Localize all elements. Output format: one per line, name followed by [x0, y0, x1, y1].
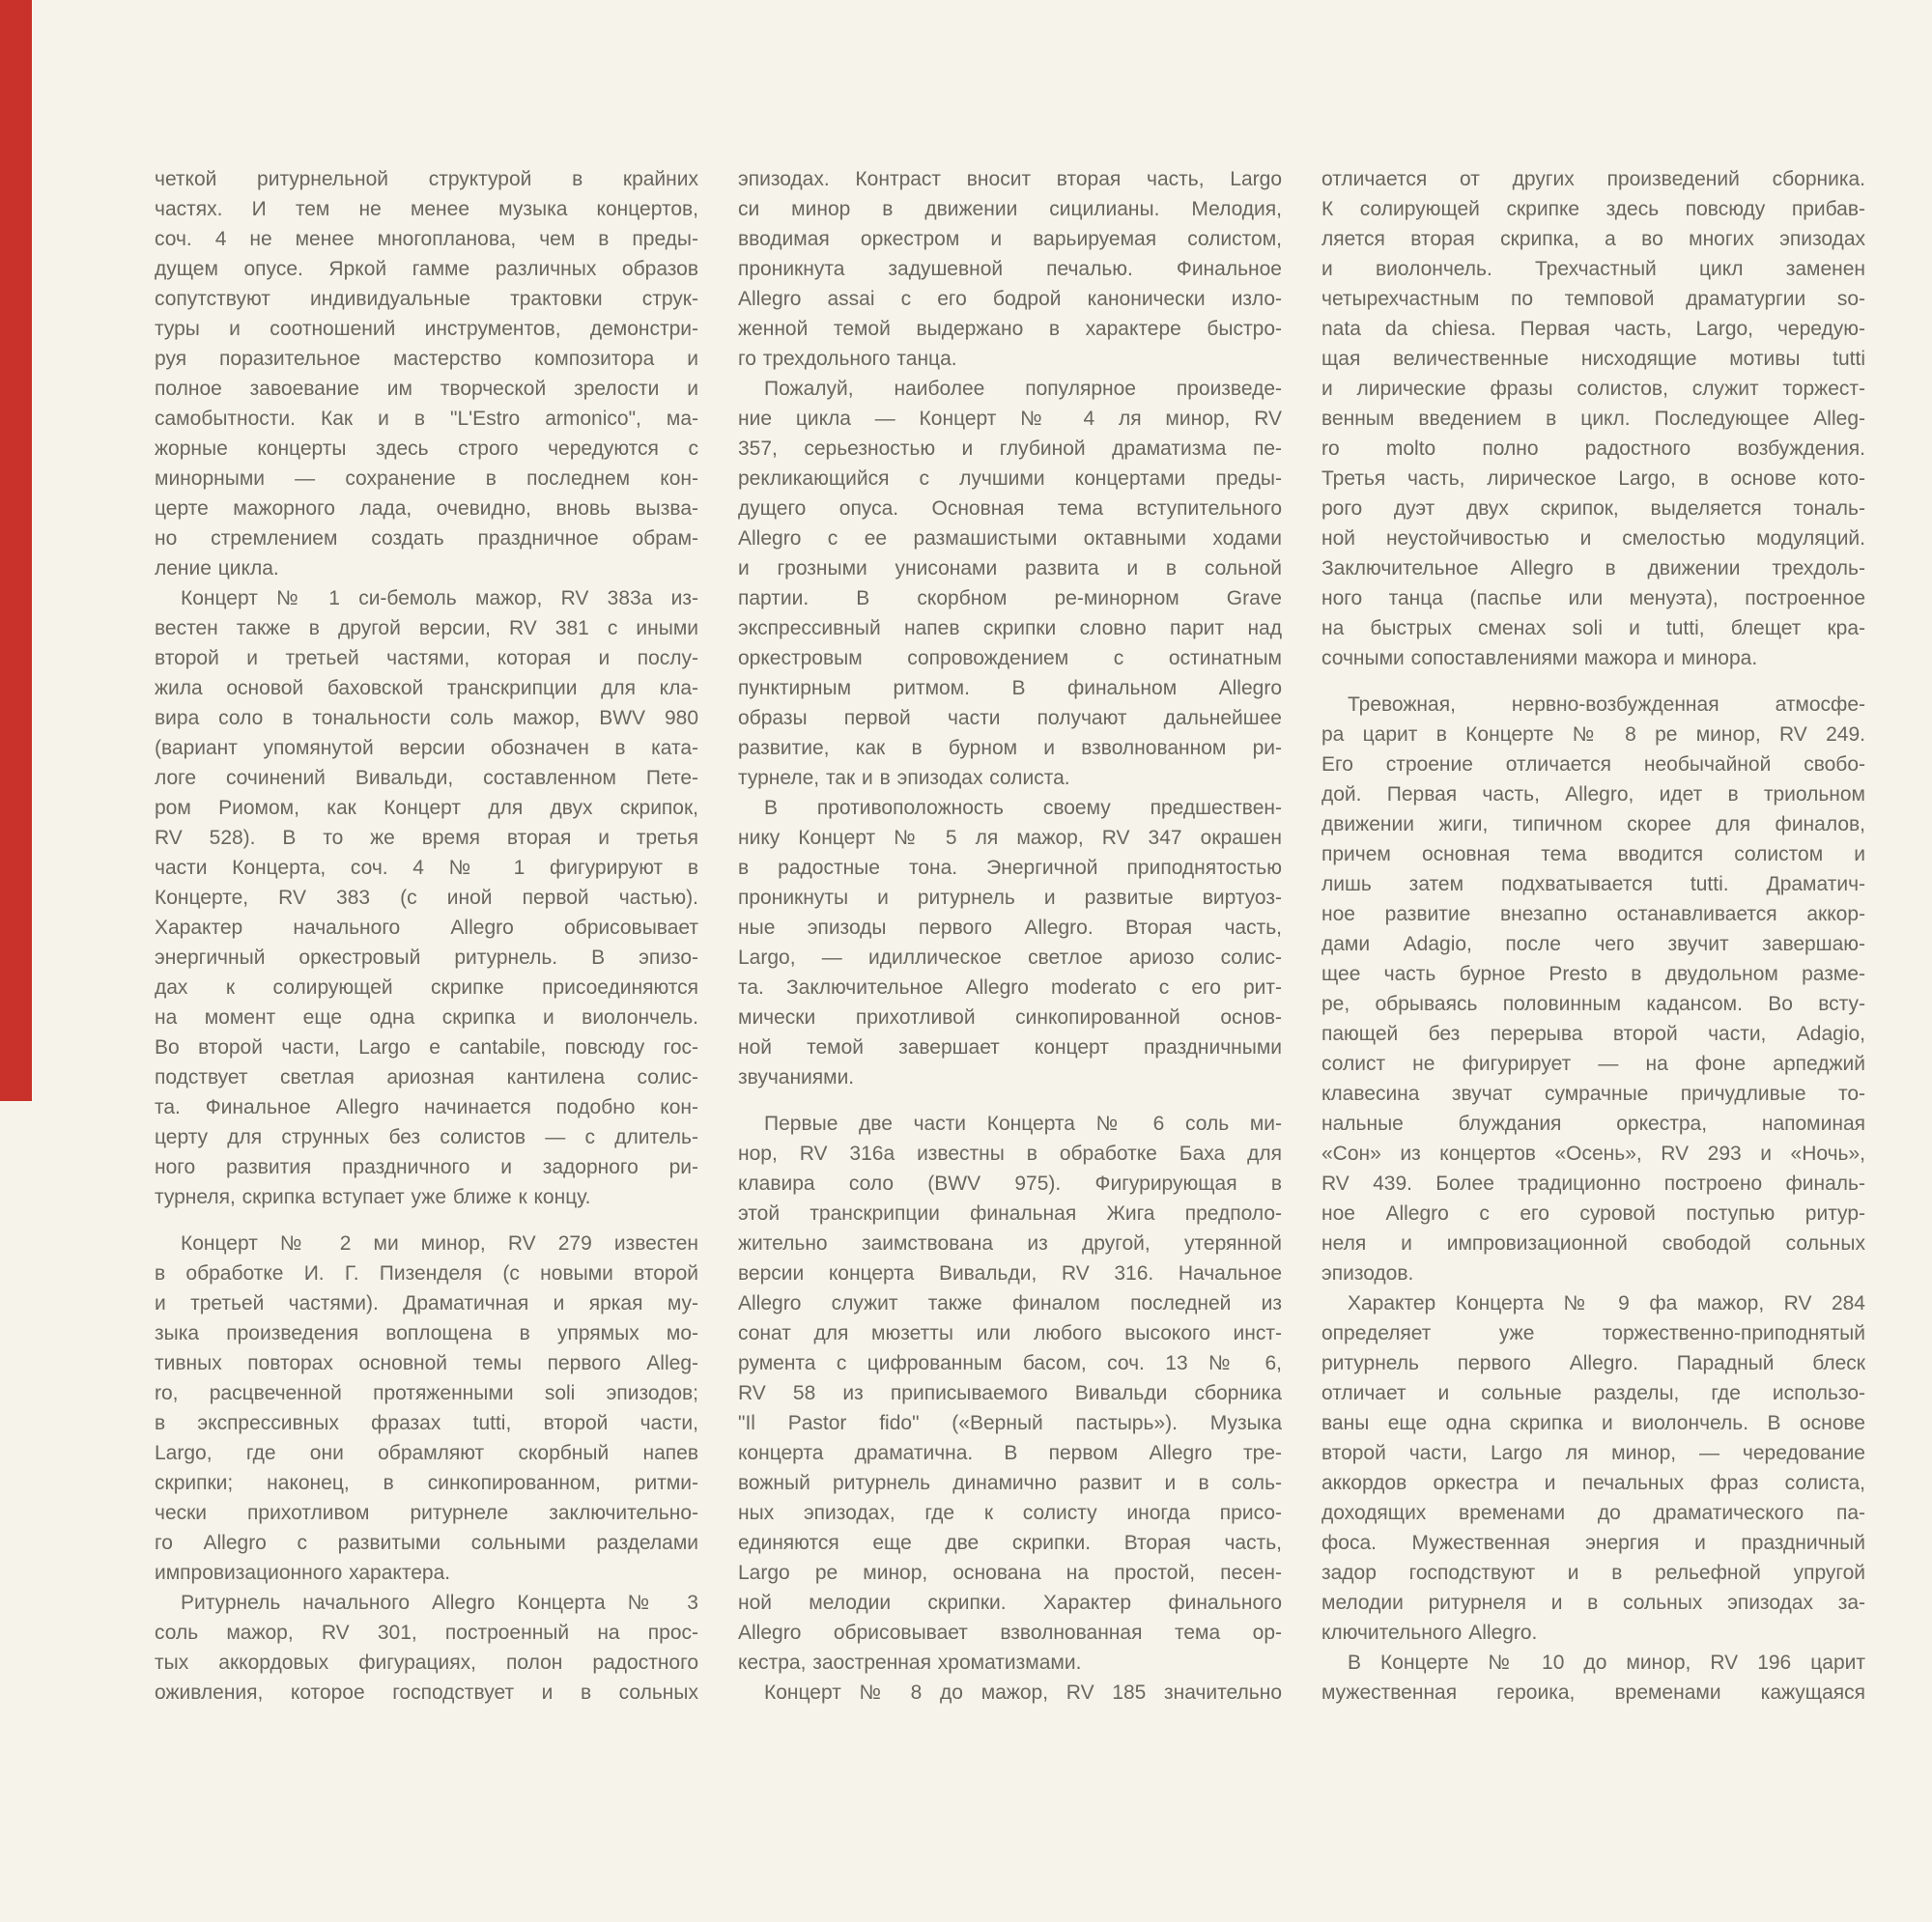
text-line: Характер начального Allegro обрисовывает	[155, 917, 698, 939]
text-line: руя поразительное мастерство композитора и	[155, 348, 698, 370]
text-line: ром Риомом, как Концерт для двух скрипок,	[155, 797, 698, 819]
text-line: "Il Pastor fido" («Верный пастырь»). Музыка	[738, 1412, 1282, 1434]
text-line: ных эпизодах, где к солисту иногда присо-	[738, 1502, 1282, 1524]
text-line: и третьей частями). Драматичная и яркая му-	[155, 1292, 698, 1314]
text-line: на быстрых сменах soli и tutti, блещет кра-	[1321, 617, 1865, 639]
text-line: дах к солирующей скрипке присоединяются	[155, 976, 698, 999]
text-line: клавира соло (BWV 975). Фигурирующая в	[738, 1173, 1282, 1195]
text-line: соч. 4 не менее многопланова, чем в преды-	[155, 228, 698, 250]
text-line: пающей без перерыва второй части, Adagio,	[1321, 1023, 1865, 1045]
text-line: нику Концерт № 5 ля мажор, RV 347 окрашен	[738, 827, 1282, 849]
text-line: щая величественные нисходящие мотивы tutti	[1321, 348, 1865, 370]
text-line: сопутствуют индивидуальные трактовки струк-	[155, 288, 698, 310]
paragraph	[738, 1678, 1282, 1708]
text-line: Largo ре минор, основана на простой, песен-	[738, 1562, 1282, 1584]
text-line: ритурнель первого Allegro. Парадный блеск	[1321, 1352, 1865, 1374]
text-line: ного развития праздничного и задорного ри-	[155, 1156, 698, 1178]
text-line: ляется вторая скрипка, а во многих эпизодах	[1321, 228, 1865, 250]
paragraph	[738, 1109, 1282, 1678]
text-line: жила основой баховской транскрипции для кла-	[155, 677, 698, 699]
text-column-1	[155, 164, 698, 1708]
text-line: RV 439. Более традиционно построено финаль-	[1321, 1173, 1865, 1195]
text-line: ной неустойчивостью и смелостью модуляций.	[1321, 527, 1865, 550]
text-line: щее часть бурное Presto в двудольном разме-	[1321, 963, 1865, 985]
paragraph	[155, 1229, 698, 1588]
text-line: кестра, заостренная хроматизмами.	[738, 1652, 1082, 1674]
text-line: звучаниями.	[738, 1066, 855, 1088]
text-line: ключительного Allegro.	[1321, 1622, 1538, 1644]
text-columns	[155, 164, 1865, 1708]
text-line: дами Adagio, после чего звучит завершаю-	[1321, 933, 1865, 955]
text-line: Концерте, RV 383 (с иной первой частью).	[155, 887, 698, 909]
text-line: энергичный оркестровый ритурнель. В эпизо-	[155, 947, 698, 969]
text-line: турнеля, скрипка вступает уже ближе к концу.	[155, 1186, 591, 1208]
text-line: ра царит в Концерте № 8 ре минор, RV 249.	[1321, 723, 1865, 746]
text-line: импровизационного характера.	[155, 1562, 451, 1584]
text-line: жорные концерты здесь строго чередуются с	[155, 438, 698, 460]
text-line: четырехчастным по темповой драматургии so-	[1321, 288, 1865, 310]
red-spine-stripe	[0, 0, 32, 1101]
text-line: проникнута задушевной печалью. Финальное	[738, 258, 1282, 280]
text-line: ной темой завершает концерт праздничными	[738, 1036, 1282, 1059]
text-line: солист не фигурирует — на фоне арпеджий	[1321, 1053, 1865, 1075]
text-line: ro, расцвеченной протяженными soli эпизодов;	[155, 1382, 698, 1404]
text-column-3	[1321, 164, 1865, 1708]
text-line: ного танца (паспье или менуэта), построенное	[1321, 587, 1865, 609]
text-line: дущего опуса. Основная тема вступительного	[738, 497, 1282, 520]
text-line: nata da chiesa. Первая часть, Largo, чередую-	[1321, 318, 1865, 340]
text-line: ление цикла.	[155, 557, 279, 579]
paragraph	[1321, 164, 1865, 673]
paragraph	[1321, 690, 1865, 1288]
text-line: Пожалуй, наиболее популярное произведе-	[764, 378, 1282, 400]
text-line: части Концерта, соч. 4 № 1 фигурируют в	[155, 857, 698, 879]
text-line: подствует светлая ариозная кантилена солис-	[155, 1066, 698, 1088]
text-line: клавесина звучат сумрачные причудливые то-	[1321, 1083, 1865, 1105]
text-line: эпизодов.	[1321, 1262, 1414, 1285]
text-line: RV 58 из приписываемого Вивальди сборника	[738, 1382, 1282, 1404]
text-line: мически прихотливой синкопированной основ-	[738, 1006, 1282, 1029]
text-line: второй и третьей частями, которая и послу-	[155, 647, 698, 669]
text-line: Largo, где они обрамляют скорбный напев	[155, 1442, 698, 1464]
text-line: церте мажорного лада, очевидно, вновь вызва-	[155, 497, 698, 520]
text-line: Largo, — идиллическое светлое ариозо солис-	[738, 947, 1282, 969]
text-line: мужественная героика, временами кажущаяся	[1321, 1682, 1865, 1704]
paragraph	[155, 1588, 698, 1708]
text-line: вира соло в тональности соль мажор, BWV 980	[155, 707, 698, 729]
text-column-2	[738, 164, 1282, 1708]
text-line: второй части, Largo ля минор, — чередование	[1321, 1442, 1865, 1464]
text-line: в радостные тона. Энергичной приподнятостью	[738, 857, 1282, 879]
text-line: и виолончель. Трехчастный цикл заменен	[1321, 258, 1865, 280]
text-line: си минор в движении сицилианы. Мелодия,	[738, 198, 1282, 220]
text-line: движении жиги, типичном скорее для финалов,	[1321, 813, 1865, 835]
text-line: развитие, как в бурном и взволнованном ри-	[738, 737, 1282, 759]
text-line: Allegro assai с его бодрой канонически изло-	[738, 288, 1282, 310]
text-line: Allegro служит также финалом последней из	[738, 1292, 1282, 1314]
text-line: в обработке И. Г. Пизенделя (с новыми второй	[155, 1262, 698, 1285]
text-line: го Allegro с развитыми сольными разделами	[155, 1532, 698, 1554]
text-line: сочными сопоставлениями мажора и минора.	[1321, 647, 1758, 669]
text-line: в экспрессивных фразах tutti, второй части,	[155, 1412, 698, 1434]
text-line: 357, серьезностью и глубиной драматизма пе-	[738, 438, 1282, 460]
text-line: вводимая оркестром и варьируемая солистом,	[738, 228, 1282, 250]
text-line: рого дуэт двух скрипок, выделяется тональ-	[1321, 497, 1865, 520]
paragraph	[155, 583, 698, 1212]
text-line: Тревожная, нервно-возбужденная атмосфе-	[1348, 693, 1865, 716]
text-line: но стремлением создать праздничное обрам-	[155, 527, 698, 550]
text-line: сонат для мюзетты или любого высокого инст-	[738, 1322, 1282, 1344]
text-line: Заключительное Allegro в движении трехдоль-	[1321, 557, 1865, 579]
text-line: тивных повторах основной темы первого Alleg-	[155, 1352, 698, 1374]
text-line: Характер Концерта № 9 фа мажор, RV 284	[1348, 1292, 1865, 1314]
text-line: чески прихотливом ритурнеле заключительно-	[155, 1502, 698, 1524]
text-line: дущем опусе. Яркой гамме различных образов	[155, 258, 698, 280]
text-line: ние цикла — Концерт № 4 ля минор, RV	[738, 408, 1282, 430]
text-line: проникнуты и ритурнель и развитые виртуоз-	[738, 887, 1282, 909]
text-line: неля и импровизационной свободой сольных	[1321, 1232, 1865, 1255]
text-line: К солирующей скрипке здесь повсюду прибав-	[1321, 198, 1865, 220]
paragraph	[1321, 1288, 1865, 1648]
text-line: самобытности. Как и в "L'Estro armonico", ма-	[155, 408, 698, 430]
text-line: определяет уже торжественно-приподнятый	[1321, 1322, 1865, 1344]
text-line: единяются еще две скрипки. Вторая часть,	[738, 1532, 1282, 1554]
text-line: причем основная тема вводится солистом и	[1321, 843, 1865, 865]
text-line: четкой ритурнельной структурой в крайних	[155, 168, 698, 190]
text-line: версии концерта Вивальди, RV 316. Начальное	[738, 1262, 1282, 1285]
text-line: ное Allegro с его суровой поступью ритур-	[1321, 1202, 1865, 1225]
text-line: задор господствуют и в рельефной упругой	[1321, 1562, 1865, 1584]
text-line: Концерт № 8 до мажор, RV 185 значительно	[764, 1682, 1282, 1704]
text-line: Концерт № 2 ми минор, RV 279 известен	[181, 1232, 698, 1255]
text-line: венным введением в цикл. Последующее Alleg-	[1321, 408, 1865, 430]
text-line: на момент еще одна скрипка и виолончель.	[155, 1006, 698, 1029]
text-line: дой. Первая часть, Allegro, идет в триольном	[1321, 783, 1865, 806]
text-line: Его строение отличается необычайной свобо-	[1321, 753, 1865, 776]
text-line: эпизодах. Контраст вносит вторая часть, Largo	[738, 168, 1282, 190]
text-line: аккордов оркестра и печальных фраз солиста,	[1321, 1472, 1865, 1494]
text-line: полное завоевание им творческой зрелости и	[155, 378, 698, 400]
text-line: В противоположность своему предшествен-	[764, 797, 1282, 819]
text-line: Третья часть, лирическое Largo, в основе кото-	[1321, 467, 1865, 490]
text-line: минорными — сохранение в последнем кон-	[155, 467, 698, 490]
text-line: партии. В скорбном ре-минорном Grave	[738, 587, 1282, 609]
text-line: (вариант упомянутой версии обозначен в ката-	[155, 737, 698, 759]
text-line: и грозными унисонами развита и в сольной	[738, 557, 1282, 579]
text-line: и лирические фразы солистов, служит торжест-	[1321, 378, 1865, 400]
text-line: Allegro обрисовывает взволнованная тема ор-	[738, 1622, 1282, 1644]
text-line: Ритурнель начального Allegro Концерта № 3	[181, 1592, 698, 1614]
text-line: образы первой части получают дальнейшее	[738, 707, 1282, 729]
text-line: Первые две части Концерта № 6 соль ми-	[764, 1113, 1282, 1135]
text-line: Во второй части, Largo e cantabile, повсюду гос-	[155, 1036, 698, 1059]
text-line: фоса. Мужественная энергия и праздничный	[1321, 1532, 1865, 1554]
text-line: ре, обрываясь половинным кадансом. Во всту-	[1321, 993, 1865, 1015]
text-line: та. Финальное Allegro начинается подобно кон-	[155, 1096, 698, 1118]
text-line: «Сон» из концертов «Осень», RV 293 и «Ночь»,	[1321, 1143, 1865, 1165]
text-line: пунктирным ритмом. В финальном Allegro	[738, 677, 1282, 699]
text-line: го трехдольного танца.	[738, 348, 957, 370]
text-line: мелодии ритурнеля и в сольных эпизодах за-	[1321, 1592, 1865, 1614]
text-line: вожный ритурнель динамично развит и в соль-	[738, 1472, 1282, 1494]
text-line: ной мелодии скрипки. Характер финального	[738, 1592, 1282, 1614]
text-line: ное развитие внезапно останавливается аккор-	[1321, 903, 1865, 925]
text-line: отличается от других произведений сборника.	[1321, 168, 1865, 190]
paragraph	[155, 164, 698, 583]
text-line: туры и соотношений инструментов, демонстри-	[155, 318, 698, 340]
paragraph	[738, 374, 1282, 793]
text-line: Концерт № 1 си-бемоль мажор, RV 383a из-	[181, 587, 698, 609]
text-line: вестен также в другой версии, RV 381 с иными	[155, 617, 698, 639]
text-line: зыка произведения воплощена в упрямых мо-	[155, 1322, 698, 1344]
text-line: отличает и сольные разделы, где использо-	[1321, 1382, 1865, 1404]
text-line: оркестровым сопровождением с остинатным	[738, 647, 1282, 669]
paragraph	[738, 793, 1282, 1092]
text-line: этой транскрипции финальная Жига предполо-	[738, 1202, 1282, 1225]
text-line: логе сочинений Вивальди, составленном Пете-	[155, 767, 698, 789]
text-line: румента с цифрованным басом, соч. 13 № 6,	[738, 1352, 1282, 1374]
text-line: В Концерте № 10 до минор, RV 196 царит	[1348, 1652, 1865, 1674]
text-line: соль мажор, RV 301, построенный на прос-	[155, 1622, 698, 1644]
text-line: RV 528). В то же время вторая и третья	[155, 827, 698, 849]
text-line: Allegro с ее размашистыми октавными ходами	[738, 527, 1282, 550]
text-line: концерта драматична. В первом Allegro тре-	[738, 1442, 1282, 1464]
text-line: нальные блуждания оркестра, напоминая	[1321, 1113, 1865, 1135]
text-line: оживления, которое господствует и в сольных	[155, 1682, 698, 1704]
paragraph	[738, 164, 1282, 374]
text-line: ваны еще одна скрипка и виолончель. В основе	[1321, 1412, 1865, 1434]
text-line: частях. И тем не менее музыка концертов,	[155, 198, 698, 220]
text-line: нор, RV 316a известны в обработке Баха для	[738, 1143, 1282, 1165]
text-line: ные эпизоды первого Allegro. Вторая часть,	[738, 917, 1282, 939]
text-line: рекликающийся с лучшими концертами преды-	[738, 467, 1282, 490]
text-line: церту для струнных без солистов — с длитель-	[155, 1126, 698, 1148]
text-line: экспрессивный напев скрипки словно парит над	[738, 617, 1282, 639]
text-line: скрипки; наконец, в синкопированном, ритми-	[155, 1472, 698, 1494]
text-line: лишь затем подхватывается tutti. Драматич-	[1321, 873, 1865, 895]
text-line: доходящих временами до драматического па-	[1321, 1502, 1865, 1524]
paragraph	[1321, 1648, 1865, 1708]
text-line: та. Заключительное Allegro moderato с его рит-	[738, 976, 1282, 999]
text-line: турнеле, так и в эпизодах солиста.	[738, 767, 1070, 789]
text-line: ro molto полно радостного возбуждения.	[1321, 438, 1865, 460]
text-line: женной темой выдержано в характере быстро-	[738, 318, 1282, 340]
text-line: жительно заимствована из другой, утерянной	[738, 1232, 1282, 1255]
text-line: тых аккордовых фигурациях, полон радостного	[155, 1652, 698, 1674]
